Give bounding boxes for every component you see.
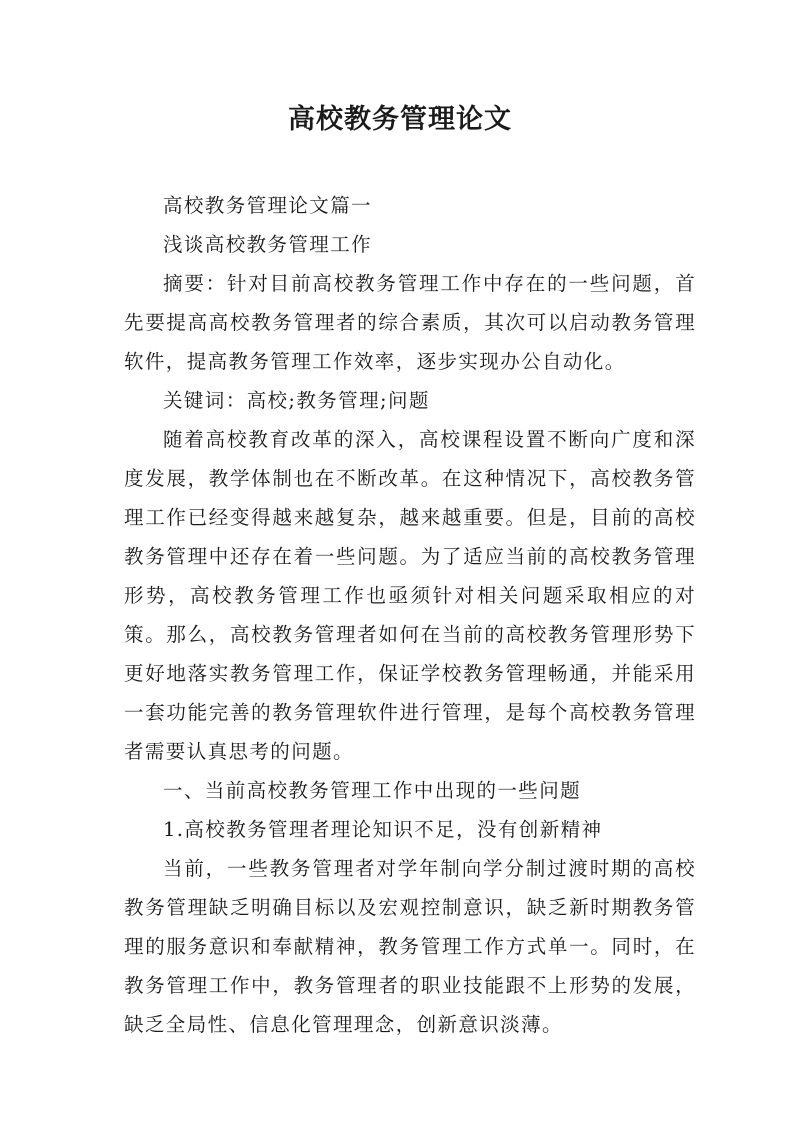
subsection-heading: 一、当前高校教务管理工作中出现的一些问题 xyxy=(163,779,582,802)
document-body xyxy=(124,186,696,1044)
body-paragraph: 当前，一些教务管理者对学年制向学分制过渡时期的高校教务管理缺乏明确目标以及宏观控制意识，缺乏新时期教务管理的服务意识和奉献精神，教务管理工作方式单一。同时，在教务管理工作中，教务管理者的职业技能跟不上形势的发展，缺乏全局性、信息化管理理念，创新意识淡薄。 xyxy=(124,857,696,1036)
subsection-heading: 1.高校教务管理者理论知识不足，没有创新精神 xyxy=(163,818,603,841)
document-title: 高校教务管理论文 xyxy=(288,104,512,135)
section-heading: 高校教务管理论文篇一 xyxy=(163,194,373,217)
abstract-paragraph: 摘要：针对目前高校教务管理工作中存在的一些问题，首先要提高高校教务管理者的综合素质，其次可以启动教务管理软件，提高教务管理工作效率，逐步实现办公自动化。 xyxy=(124,272,696,373)
body-paragraph: 随着高校教育改革的深入，高校课程设置不断向广度和深度发展，教学体制也在不断改革。在这种情况下，高校教务管理工作已经变得越来越复杂，越来越重要。但是，目前的高校教务管理中还存在着一些问题。为了适应当前的高校教务管理形势，高校教务管理工作也亟须针对相关问题采取相应的对策。那么，高校教务管理者如何在当前的高校教务管理形势下更好地落实教务管理工作，保证学校教务管理畅通，并能采用一套功能完善的教务管理软件进行管理，是每个高校教务管理者需要认真思考的问题。 xyxy=(124,428,696,763)
article-title: 浅谈高校教务管理工作 xyxy=(163,233,373,256)
keywords-paragraph: 关键词：高校;教务管理;问题 xyxy=(163,389,430,412)
